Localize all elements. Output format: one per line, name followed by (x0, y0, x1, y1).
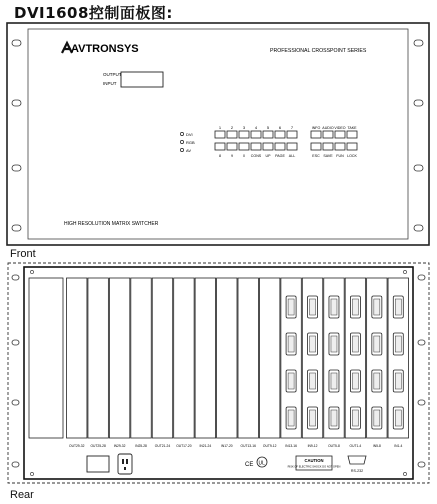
func-label: LOCK (347, 154, 357, 158)
slot-label: IN29-32 (113, 444, 126, 448)
dvi-pin-block-icon (352, 336, 358, 352)
func-button[interactable] (311, 131, 321, 138)
mount-hole-icon (12, 340, 19, 345)
brand-name: AVTRONSYS (71, 43, 139, 55)
slot-label: OUT25-28 (90, 444, 106, 448)
key-button[interactable] (239, 143, 249, 150)
dvi-pin-block-icon (395, 373, 401, 389)
func-label: FUN (336, 154, 344, 158)
mount-hole-icon (12, 40, 21, 46)
mount-hole-icon (414, 40, 423, 46)
key-label: ALL (288, 154, 296, 158)
caution-title: CAUTION (304, 458, 324, 463)
key-label: 0 (243, 154, 245, 158)
dvi-pin-block-icon (374, 299, 380, 315)
rs232-label: RS-232 (350, 469, 364, 473)
output-label: OUTPUT (103, 72, 122, 77)
mount-hole-icon (12, 225, 21, 231)
key-button[interactable] (215, 143, 225, 150)
key-button[interactable] (251, 131, 261, 138)
led-label: DVI (186, 132, 193, 137)
key-button[interactable] (227, 143, 237, 150)
dvi-pin-block-icon (288, 336, 294, 352)
dvi-pin-block-icon (310, 336, 316, 352)
card-slot (174, 278, 194, 438)
dvi-pin-block-icon (331, 299, 337, 315)
slot-label: IN21-24 (199, 444, 212, 448)
key-button[interactable] (227, 131, 237, 138)
slot-label: IN9-12 (307, 444, 318, 448)
dvi-pin-block-icon (331, 410, 337, 426)
card-slot (238, 278, 258, 438)
dvi-pin-block-icon (288, 299, 294, 315)
func-label: VIDEO (334, 126, 346, 130)
rear-label: Rear (10, 489, 34, 501)
key-button[interactable] (275, 131, 285, 138)
func-label: INFO (311, 126, 321, 130)
front-label: Front (10, 248, 36, 260)
front-panel (7, 23, 429, 245)
screw-icon (403, 270, 406, 273)
mount-hole-icon (414, 165, 423, 171)
slot-label: OUT9-12 (262, 444, 277, 448)
func-button[interactable] (347, 131, 357, 138)
key-button[interactable] (287, 131, 297, 138)
key-button[interactable] (251, 143, 261, 150)
lcd-display (121, 72, 163, 87)
rs232-port-icon[interactable] (348, 456, 366, 464)
mount-hole-icon (418, 462, 425, 467)
dvi-pin-block-icon (288, 410, 294, 426)
mount-hole-icon (12, 462, 19, 467)
key-number: 7 (290, 125, 294, 130)
card-slot (88, 278, 108, 438)
power-socket-icon[interactable] (118, 454, 132, 474)
card-slot (152, 278, 172, 438)
slot-label: IN1-4 (394, 444, 403, 448)
key-label: 9 (231, 154, 233, 158)
dvi-pin-block-icon (288, 373, 294, 389)
key-button[interactable] (263, 131, 273, 138)
key-label: PAGE (275, 154, 285, 158)
func-label: SAVE (323, 154, 333, 158)
mount-hole-icon (12, 100, 21, 106)
dvi-pin-block-icon (374, 336, 380, 352)
key-number: 1 (218, 125, 222, 130)
led-label: RGB (186, 140, 195, 145)
mount-hole-icon (418, 275, 425, 280)
screw-icon (403, 472, 406, 475)
key-number: 2 (230, 125, 234, 130)
dvi-pin-block-icon (395, 299, 401, 315)
key-button[interactable] (287, 143, 297, 150)
slot-label: OUT1-4 (349, 444, 362, 448)
func-label: AUDIO (322, 126, 334, 130)
key-number: 3 (242, 125, 246, 130)
func-button[interactable] (323, 131, 333, 138)
slot-label: IN13-16 (285, 444, 297, 448)
dvi-pin-block-icon (352, 373, 358, 389)
slot-label: OUT21-24 (154, 444, 171, 448)
input-label: INPUT (103, 81, 117, 86)
socket-pin-icon (122, 459, 124, 464)
dvi-pin-block-icon (310, 410, 316, 426)
func-button[interactable] (311, 143, 321, 150)
key-number: 4 (254, 125, 258, 130)
mount-hole-icon (418, 340, 425, 345)
ce-mark-icon: CE (245, 462, 254, 468)
series-label: PROFESSIONAL CROSSPOINT SERIES (270, 48, 367, 54)
key-number: 6 (278, 125, 282, 130)
led-rgb-icon (180, 140, 183, 143)
key-button[interactable] (215, 131, 225, 138)
dvi-pin-block-icon (395, 336, 401, 352)
key-button[interactable] (275, 143, 285, 150)
slot-label: IN17-20 (220, 444, 233, 448)
dvi-pin-block-icon (310, 299, 316, 315)
dvi-pin-block-icon (395, 410, 401, 426)
slot-label: OUT29-32 (69, 444, 85, 448)
footer-label: HIGH RESOLUTION MATRIX SWITCHER (64, 221, 159, 227)
key-button[interactable] (263, 143, 273, 150)
key-label: UP (265, 154, 271, 158)
slot-label: OUT13-16 (240, 444, 256, 448)
func-button[interactable] (335, 143, 345, 150)
card-slot (109, 278, 129, 438)
key-button[interactable] (239, 131, 249, 138)
dvi-pin-block-icon (331, 336, 337, 352)
card-slot (217, 278, 237, 438)
key-label: 8 (219, 154, 221, 158)
slot-label: OUT5-8 (328, 444, 340, 448)
func-button[interactable] (335, 131, 345, 138)
func-label: ESC (312, 154, 320, 158)
caution-text: RISK OF ELECTRIC SHOCK DO NOT OPEN (287, 465, 341, 469)
mount-hole-icon (418, 400, 425, 405)
led-dvi-icon (180, 132, 183, 135)
dvi-pin-block-icon (374, 410, 380, 426)
func-button[interactable] (347, 143, 357, 150)
card-slot (259, 278, 279, 438)
mount-hole-icon (12, 400, 19, 405)
slot-label: OUT17-20 (176, 444, 192, 448)
func-label: TAKE (347, 126, 357, 130)
led-label: AV (186, 148, 192, 153)
key-label: CONS (250, 154, 262, 158)
func-button[interactable] (323, 143, 333, 150)
dvi-pin-block-icon (374, 373, 380, 389)
screw-icon (30, 270, 33, 273)
card-slot (67, 278, 87, 438)
slot-label: IN25-28 (135, 444, 147, 448)
ul-mark-text: UL (258, 460, 265, 467)
power-inlet-icon[interactable] (87, 456, 109, 472)
mount-hole-icon (414, 100, 423, 106)
screw-icon (30, 472, 33, 475)
card-slot (195, 278, 215, 438)
dvi-pin-block-icon (352, 410, 358, 426)
card-slot (131, 278, 151, 438)
key-number: 5 (266, 125, 270, 130)
power-section (29, 278, 63, 438)
mount-hole-icon (12, 165, 21, 171)
mount-hole-icon (414, 225, 423, 231)
dvi-pin-block-icon (331, 373, 337, 389)
dvi-pin-block-icon (352, 299, 358, 315)
socket-pin-icon (124, 467, 126, 470)
mount-hole-icon (12, 275, 19, 280)
led-av-icon (180, 148, 183, 151)
socket-pin-icon (126, 459, 128, 464)
slot-label: IN5-8 (372, 444, 381, 448)
dvi-pin-block-icon (310, 373, 316, 389)
page-title: DVI1608控制面板图: (14, 4, 173, 22)
rear-panel (8, 263, 429, 483)
